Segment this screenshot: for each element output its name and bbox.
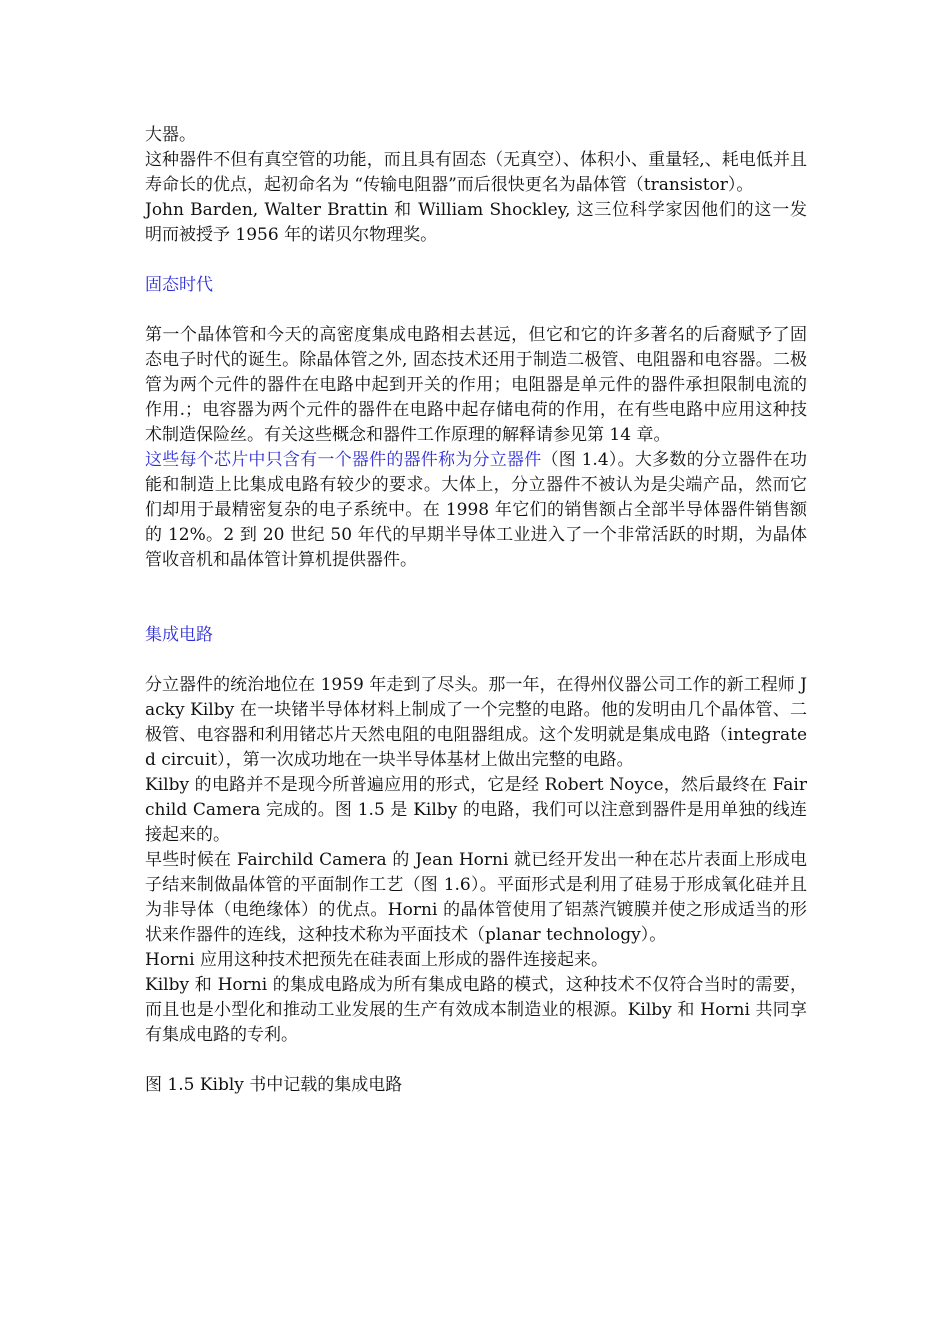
intro-paragraph-3: John Barden, Walter Brattin 和 William Shockley, 这三位科学家因他们的这一发明而被授予 1956 年的诺贝尔物理奖。 <box>145 200 807 245</box>
ic-paragraph-2: Kilby 的电路并不是现今所普遍应用的形式，它是经 Robert Noyce，然后最终在 Fairchild Camera 完成的。图 1.5 是 Kilby 的电路，我们可以注意到器件是用单独的线连接起来的。 <box>145 775 807 845</box>
spacer <box>145 648 807 673</box>
spacer <box>145 1048 807 1073</box>
solid-state-paragraph-2 <box>145 448 807 573</box>
solid-state-paragraph-1: 第一个晶体管和今天的高密度集成电路相去甚远，但它和它的许多著名的后裔赋予了固态电子时代的诞生。除晶体管之外, 固态技术还用于制造二极管、电阻器和电容器。二极管为两个元件的器件在电路中起到开关的作用；电阻器是单元件的器件承担限制电流的作用.；电容器为两个元件的器件在电路中起存储电荷的作用，在有些电路中应用这种技术制造保险丝。有关这些概念和器件工作原理的解释请参见第 14 章。 <box>145 325 807 445</box>
spacer <box>145 248 807 273</box>
spacer <box>145 573 807 623</box>
spacer <box>145 298 807 323</box>
ic-paragraph-1: 分立器件的统治地位在 1959 年走到了尽头。那一年，在得州仪器公司工作的新工程师 Jacky Kilby 在一块锗半导体材料上制成了一个完整的电路。他的发明由几个晶体管、二极管、电容器和利用锗芯片天然电阻的电阻器组成。这个发明就是集成电路（integrated circuit），第一次成功地在一块半导体基材上做出完整的电路。 <box>145 675 807 770</box>
intro-paragraph-2: 这种器件不但有真空管的功能，而且具有固态（无真空）、体积小、重量轻,、耗电低并且寿命长的优点，起初命名为 “传输电阻器”而后很快更名为晶体管（transistor）。 <box>145 150 807 195</box>
section-heading-ic: 集成电路 <box>145 625 213 645</box>
section-heading-solid-state: 固态时代 <box>145 275 213 295</box>
intro-paragraph-1: 大器。 <box>145 125 196 145</box>
solid-state-paragraph-2-text: （图 1.4）。大多数的分立器件在功能和制造上比集成电路有较少的要求。大体上，分立器件不被认为是尖端产品，然而它们却用于最精密复杂的电子系统中。在 1998 年它们的销售额占全部半导体器件销售额的 12%。2 到 20 世纪 50 年代的早期半导体工业进入了一个非常活跃的时期，为晶体管收音机和晶体管计算机提供器件。 <box>145 450 807 570</box>
ic-paragraph-5: Kilby 和 Horni 的集成电路成为所有集成电路的模式，这种技术不仅符合当时的需要，而且也是小型化和推动工业发展的生产有效成本制造业的根源。Kilby 和 Horni 共同享有集成电路的专利。 <box>145 975 807 1045</box>
document-page <box>145 123 807 1098</box>
discrete-device-definition: 这些每个芯片中只含有一个器件的器件称为分立器件 <box>145 450 542 470</box>
figure-caption: 图 1.5 Kibly 书中记载的集成电路 <box>145 1075 403 1095</box>
ic-paragraph-3: 早些时候在 Fairchild Camera 的 Jean Horni 就已经开发出一种在芯片表面上形成电子结来制做晶体管的平面制作工艺（图 1.6）。平面形式是利用了硅易于形成氧化硅并且为非导体（电绝缘体）的优点。Horni 的晶体管使用了铝蒸汽镀膜并使之形成适当的形状来作器件的连线，这种技术称为平面技术（planar technology）。 <box>145 850 807 945</box>
ic-paragraph-4: Horni 应用这种技术把预先在硅表面上形成的器件连接起来。 <box>145 950 608 970</box>
